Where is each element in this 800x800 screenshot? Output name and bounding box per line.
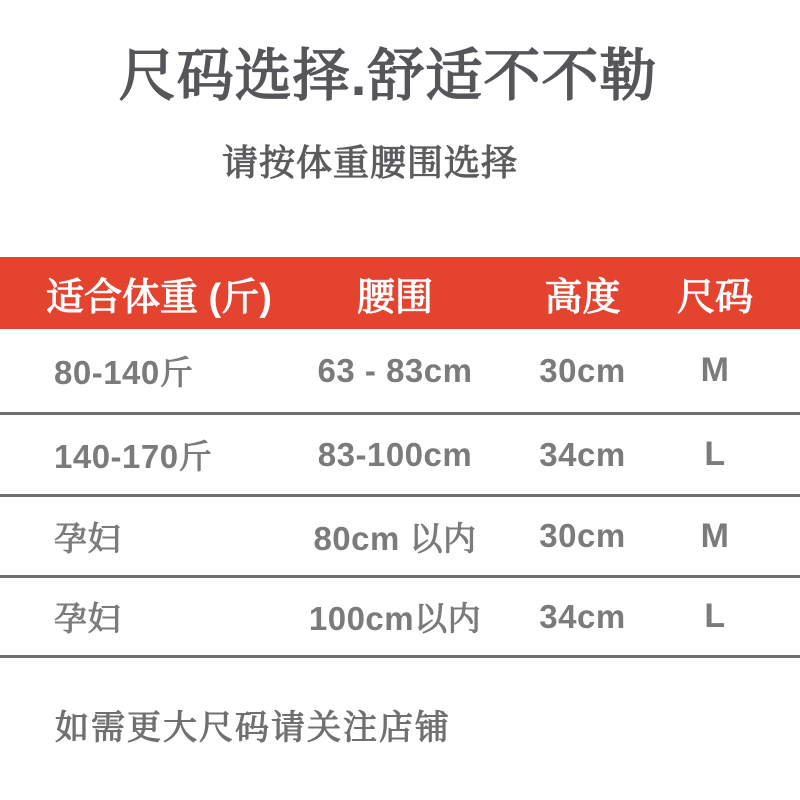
row-waist-value: 83-100cm	[317, 435, 473, 473]
header-cell-weight: 适合体重 (斤)	[46, 276, 272, 319]
header-cell-waist: 腰围	[356, 276, 433, 319]
row-size-value: M	[700, 351, 730, 389]
row-weight-value: 80-140斤	[54, 354, 194, 391]
row-waist-value: 63 - 83cm	[317, 351, 473, 389]
row-size-value: M	[700, 516, 730, 555]
row-height-value: 34cm	[539, 597, 626, 635]
header-cell-size: 尺码	[676, 276, 753, 319]
row-size-value: L	[704, 597, 726, 635]
row-height-value: 30cm	[539, 351, 626, 389]
row-size-value: L	[704, 435, 726, 473]
row-waist-value: 80cm 以内	[313, 519, 477, 557]
table-row	[0, 578, 800, 658]
size-table-header	[0, 257, 800, 329]
page-subtitle: 请按体重腰围选择	[221, 142, 518, 183]
table-row	[0, 415, 800, 497]
footer-note: 如需更大尺码请关注店铺	[55, 709, 451, 747]
table-row	[0, 329, 800, 415]
row-weight-value: 140-170斤	[54, 438, 213, 475]
row-weight-value: 孕妇	[54, 519, 121, 557]
header-cell-height: 高度	[544, 276, 621, 319]
row-weight-value: 孕妇	[54, 600, 121, 637]
row-height-value: 34cm	[539, 435, 626, 473]
row-waist-value: 100cm以内	[308, 600, 482, 637]
size-table	[0, 257, 800, 658]
table-row	[0, 497, 800, 578]
row-height-value: 30cm	[539, 517, 626, 554]
page-title: 尺码选择.舒适不不勒	[118, 44, 658, 108]
